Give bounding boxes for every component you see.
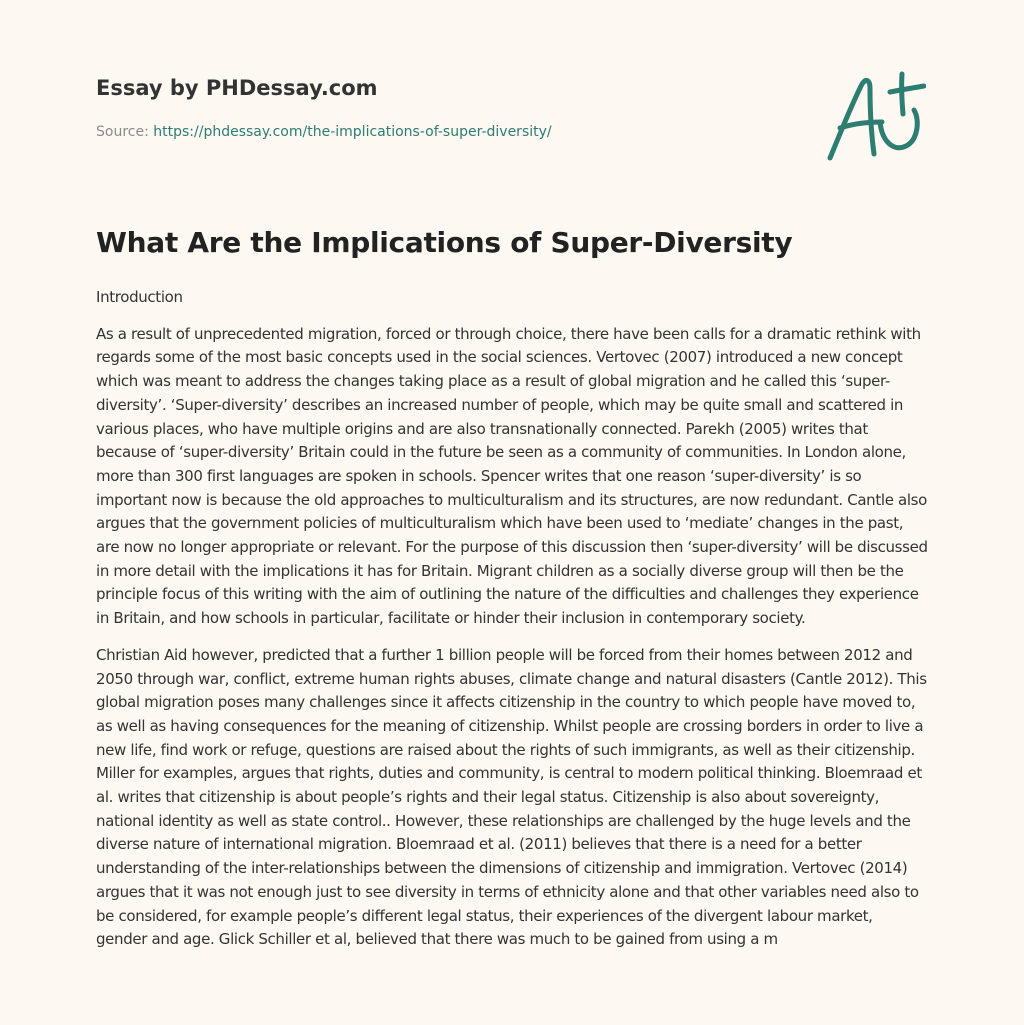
essay-paragraph: As a result of unprecedented migration, forced or through choice, there have been calls for a dramatic rethink with regards some of the most basic concepts used in the social sciences. Vertovec (2007) introduced a new concept which was meant to address the changes taking place as a result of global migration and he called this ‘super-diversity’. ‘Super-diversity’ describes an increased number of people, which may be quite small and scattered in various places, who have multiple origins and are also transnationally connected. Parekh (2005) writes that because of ‘super-diversity’ Britain could in the future be seen as a community of communities. In London alone, more than 300 first languages are spoken in schools. Spencer writes that one reason ‘super-diversity’ is so important now is because the old approaches to multiculturalism and its structures, are now redundant. Cantle also argues that the government policies of multiculturalism which have been used to ‘mediate’ changes in the past, are now no longer appropriate or relevant. For the purpose of this discussion then ‘super-diversity’ will be discussed in more detail with the implications it has for Britain. Migrant children as a socially diverse group will then be the principle focus of this writing with the aim of outlining the nature of the difficulties and challenges they experience in Britain, and how schools in particular, facilitate or hinder their inclusion in contemporary society. bbox=[96, 324, 928, 628]
source-link[interactable]: https://phdessay.com/the-implications-of-super-diversity/ bbox=[153, 124, 552, 140]
essay-body bbox=[96, 286, 928, 965]
essay-title: What Are the Implications of Super-Diversity bbox=[96, 226, 793, 259]
source-label: Source: bbox=[96, 124, 154, 140]
a-plus-grade-logo-icon bbox=[826, 70, 926, 162]
essay-paragraph: Christian Aid however, predicted that a further 1 billion people will be forced from their homes between 2012 and 2050 through war, conflict, extreme human rights abuses, climate change and natural disasters (Cantle 2012). This global migration poses many challenges since it affects citizenship in the country to which people have moved to, as well as having consequences for the meaning of citizenship. Whilst people are crossing borders in order to live a new life, find work or refuge, questions are raised about the rights of such immigrants, as well as their citizenship. Miller for examples, argues that rights, duties and community, is central to modern political thinking. Bloemraad et al. writes that citizenship is about people’s rights and their legal status. Citizenship is also about sovereignty, national identity as well as state control.. However, these relationships are challenged by the huge levels and the diverse nature of international migration. Bloemraad et al. (2011) believes that there is a need for a better understanding of the inter-relationships between the dimensions of citizenship and immigration. Vertovec (2014) argues that it was not enough just to see diversity in terms of ethnicity alone and that other variables need also to be considered, for example people’s different legal status, their experiences of the divergent labour market, gender and age. Glick Schiller et al, believed that there was much to be gained from using a m bbox=[96, 645, 927, 949]
brand-heading: Essay by PHDessay.com bbox=[96, 76, 378, 100]
essay-paragraph-introduction-heading: Introduction bbox=[96, 288, 183, 306]
source-line bbox=[96, 124, 552, 140]
